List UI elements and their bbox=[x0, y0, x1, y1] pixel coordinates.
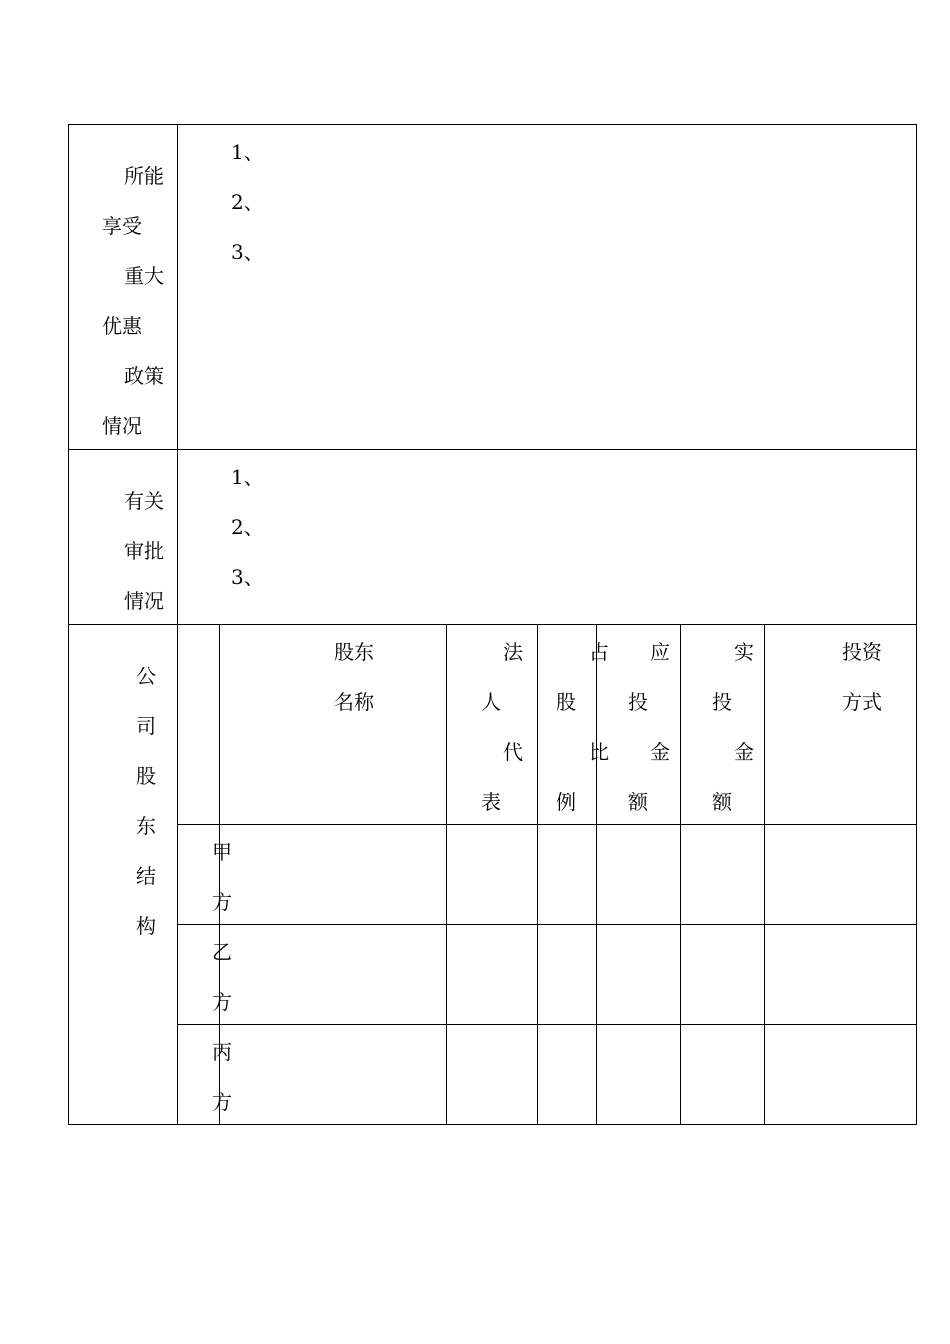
section1-label-line: 重大 bbox=[124, 264, 164, 288]
header-legal-representative: 表 bbox=[481, 790, 501, 814]
section1-item: 1、 bbox=[231, 140, 264, 164]
column-divider bbox=[764, 624, 765, 1125]
section3-label-char: 结 bbox=[136, 864, 156, 888]
header-legal-representative: 代 bbox=[503, 740, 523, 764]
section1-label-line: 政策 bbox=[124, 364, 164, 388]
header-paid-amount: 实 bbox=[734, 640, 754, 664]
header-share-ratio: 比 bbox=[589, 740, 609, 764]
section2-label-line: 审批 bbox=[124, 539, 164, 563]
section1-item: 2、 bbox=[231, 190, 264, 214]
header-share-ratio: 例 bbox=[556, 790, 576, 814]
row-divider bbox=[177, 1024, 917, 1025]
column-divider bbox=[446, 624, 447, 1125]
section2-item: 2、 bbox=[231, 515, 264, 539]
party-label-jia: 方 bbox=[212, 890, 232, 914]
column-divider bbox=[596, 624, 597, 1125]
header-subscribed-amount: 投 bbox=[628, 690, 648, 714]
header-investment-method: 方式 bbox=[842, 690, 882, 714]
section2-label-line: 有关 bbox=[124, 489, 164, 513]
party-label-yi: 方 bbox=[212, 990, 232, 1014]
header-share-ratio: 股 bbox=[556, 690, 576, 714]
table-border-left bbox=[68, 124, 69, 1125]
header-shareholder-name: 股东 bbox=[334, 640, 374, 664]
header-subscribed-amount: 额 bbox=[628, 790, 648, 814]
section3-label-char: 股 bbox=[136, 764, 156, 788]
table-border-bottom bbox=[68, 1124, 917, 1125]
header-shareholder-name: 名称 bbox=[334, 690, 374, 714]
section2-item: 1、 bbox=[231, 465, 264, 489]
section3-label-char: 构 bbox=[136, 914, 156, 938]
party-label-jia: 甲 bbox=[212, 840, 232, 864]
column-divider bbox=[537, 624, 538, 1125]
header-paid-amount: 投 bbox=[712, 690, 732, 714]
header-legal-representative: 人 bbox=[481, 690, 501, 714]
row-divider bbox=[68, 624, 917, 625]
table-border-top bbox=[68, 124, 917, 125]
header-legal-representative: 法 bbox=[503, 640, 523, 664]
label-column-divider bbox=[177, 124, 178, 1125]
header-investment-method: 投资 bbox=[842, 640, 882, 664]
party-label-bing: 方 bbox=[212, 1090, 232, 1114]
header-paid-amount: 金 bbox=[734, 740, 754, 764]
section1-label-line: 情况 bbox=[102, 414, 142, 438]
header-subscribed-amount: 应 bbox=[650, 640, 670, 664]
section3-label-char: 公 bbox=[136, 664, 156, 688]
row-divider bbox=[177, 824, 917, 825]
header-subscribed-amount: 金 bbox=[650, 740, 670, 764]
section2-item: 3、 bbox=[231, 565, 264, 589]
row-divider bbox=[177, 924, 917, 925]
section3-label-char: 东 bbox=[136, 814, 156, 838]
column-divider bbox=[680, 624, 681, 1125]
section1-label-line: 享受 bbox=[102, 214, 142, 238]
section1-label-line: 优惠 bbox=[102, 314, 142, 338]
party-label-yi: 乙 bbox=[212, 940, 232, 964]
section2-label-line: 情况 bbox=[124, 589, 164, 613]
row-divider bbox=[68, 449, 917, 450]
section3-label-char: 司 bbox=[136, 714, 156, 738]
header-share-ratio: 占 bbox=[589, 640, 609, 664]
header-paid-amount: 额 bbox=[712, 790, 732, 814]
party-label-bing: 丙 bbox=[212, 1040, 232, 1064]
table-border-right bbox=[916, 124, 917, 1125]
section1-label-line: 所能 bbox=[124, 164, 164, 188]
section1-item: 3、 bbox=[231, 240, 264, 264]
